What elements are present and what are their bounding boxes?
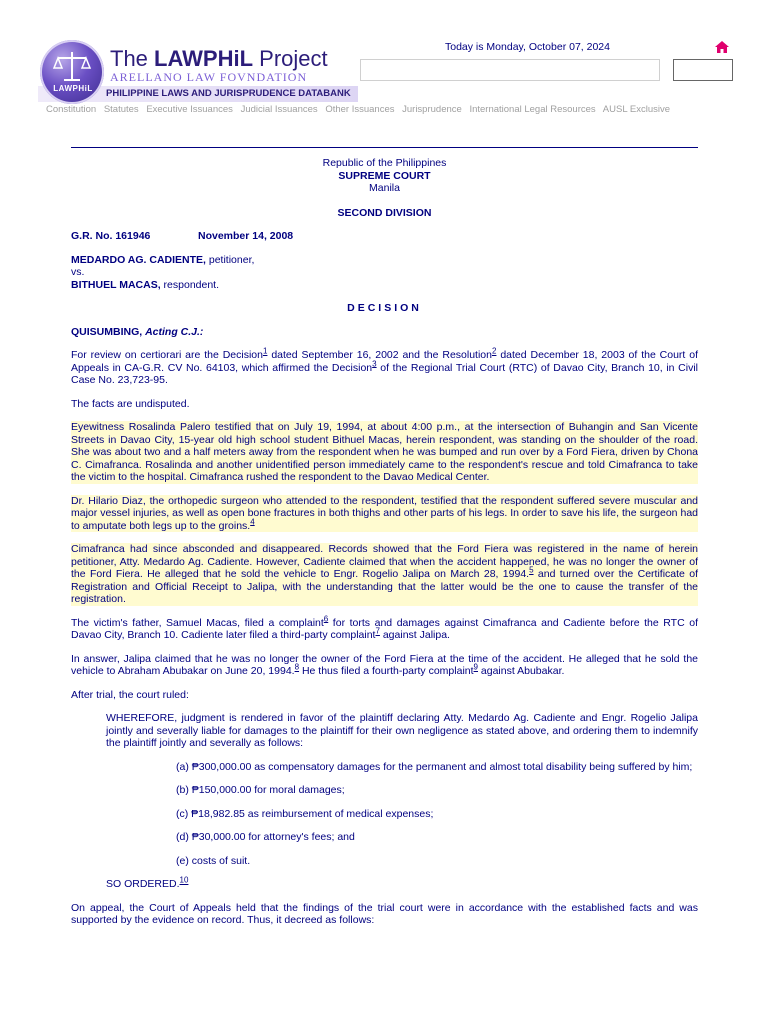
footnote-2-link[interactable]: 2 xyxy=(491,346,497,356)
nav-jurisprudence[interactable]: Jurisprudence xyxy=(402,104,462,115)
paragraph-3: Eyewitness Rosalinda Palero testified that on July 19, 1994, at about 4:00 p.m., at the intersection of Buhangin and San Vicente Streets in Davao City, 15-year old high school student Bithuel Macas, herein respondent, was standing on the shoulder of the road. She was about two and a half meters away from the respondent when he was bumped and run over by a Ford Fiera, driven by Chona C. Cimafranca. Rosalinda and another unidentified person immediately came to the respondent's rescue and told Cimafranca to take the victim to the hospital. Cimafranca rushed the respondent to the Davao Medical Center. xyxy=(71,421,698,483)
decision-document xyxy=(71,157,698,938)
footnote-7-link[interactable]: 7 xyxy=(375,626,380,636)
main-nav xyxy=(46,104,675,115)
nav-ausl-exclusive[interactable]: AUSL Exclusive xyxy=(602,104,671,115)
p6-text-c: against Jalipa. xyxy=(379,629,450,641)
paragraph-4 xyxy=(71,495,698,533)
p5-text-a: Cimafranca had since absconded and disappeared. Records showed that the Ford Fiera was registered in the name of herein petitioner, Atty. Medardo Ag. Cadiente. However, Cadiente claimed that when the accident happened, he was no longer the owner of the Ford Fiera. He alleged that he sold the vehicle to Engr. Rogelio Jalipa on March 28, 1994. xyxy=(71,543,698,580)
paragraph-2: The facts are undisputed. xyxy=(71,397,190,410)
respondent-name: BITHUEL MACAS, xyxy=(71,278,161,291)
search-button[interactable] xyxy=(673,59,733,81)
nav-international-legal-resources[interactable]: International Legal Resources xyxy=(469,104,596,115)
ponente-name: QUISUMBING, xyxy=(71,325,143,338)
p7-text-a: In answer, Jalipa claimed that he was no longer the owner of the Ford Fiera at the time of the accident. He alleged that he sold the vehicle to Abraham Abubakar on June 20, 1994. xyxy=(71,652,698,677)
paragraph-7 xyxy=(71,653,698,678)
nav-judicial-issuances[interactable]: Judicial Issuances xyxy=(240,104,318,115)
footnote-6-link[interactable]: 6 xyxy=(323,614,329,623)
ponente-line xyxy=(71,326,698,339)
p6-text-b: for torts and damages against Cimafranca and Cadiente before the RTC of Davao City, Branch 10. Cadiente later filed a third-party complaint xyxy=(71,616,698,641)
parties xyxy=(71,254,698,292)
nav-other-issuances[interactable]: Other Issuances xyxy=(325,104,395,115)
p7-text-b: He thus filed a fourth-party complaint xyxy=(299,665,474,677)
p6-text-a: The victim's father, Samuel Macas, filed a complaint xyxy=(71,616,324,629)
scales-of-justice-icon xyxy=(52,48,92,88)
title-suffix: Project xyxy=(253,46,328,71)
damages-item-a: (a) ₱300,000.00 as compensatory damages for the permanent and almost total disability being suffered by him; xyxy=(176,760,693,773)
division-heading: SECOND DIVISION xyxy=(337,206,432,219)
paragraph-1 xyxy=(71,346,698,387)
p1-text-b: dated September 16, 2002 and the Resolution xyxy=(267,349,492,361)
court-city: Manila xyxy=(369,182,400,194)
versus: vs. xyxy=(71,266,85,278)
quote-wherefore: WHEREFORE, judgment is rendered in favor of the plaintiff declaring Atty. Medardo Ag. Cadiente and Engr. Rogelio Jalipa jointly and severally liable for damages to the plaintiff for their own negligence as stated above, and ordering them to indemnify the plaintiff jointly and severally as follows: xyxy=(106,712,698,749)
logo-lawphil-text: LAWPHiL xyxy=(53,84,93,93)
search-input[interactable] xyxy=(360,59,660,81)
court-caption xyxy=(71,157,698,195)
footnote-4-link[interactable]: 4 xyxy=(250,517,255,526)
damages-item-e: (e) costs of suit. xyxy=(176,854,251,867)
p1-text-d: of the Regional Trial Court (RTC) of Davao City, Branch 10, in Civil Case No. 23,723-95. xyxy=(71,361,698,386)
case-date: November 14, 2008 xyxy=(198,230,294,242)
header-divider xyxy=(71,147,698,148)
republic-line: Republic of the Philippines xyxy=(322,157,447,169)
databank-label: PHILIPPINE LAWS AND JURISPRUDENCE DATABANK xyxy=(106,88,351,99)
footnote-9-link[interactable]: 9 xyxy=(473,662,478,672)
trial-court-ruling-quote xyxy=(106,712,698,891)
respondent-role: respondent. xyxy=(160,278,220,291)
p1-text-c: dated December 18, 2003 of the Court of Appeals in CA-G.R. CV No. 64103, which affirmed the Decision xyxy=(71,349,698,374)
site-header xyxy=(0,0,768,140)
court-name: SUPREME COURT xyxy=(338,169,431,182)
paragraph-6 xyxy=(71,614,698,642)
today-date: Today is Monday, October 07, 2024 xyxy=(445,41,610,53)
damages-item-c: (c) ₱18,982.85 as reimbursement of medical expenses; xyxy=(176,807,434,820)
footnote-5-link[interactable]: 5 xyxy=(529,565,534,575)
footnote-3-link[interactable]: 3 xyxy=(372,359,377,368)
petitioner-role: petitioner, xyxy=(205,253,255,266)
p7-text-c: against Abubakar. xyxy=(478,665,565,677)
footnote-8-link[interactable]: 8 xyxy=(294,662,300,672)
so-ordered-text: SO ORDERED. xyxy=(106,878,180,890)
title-brand: LAWPHiL xyxy=(154,46,254,71)
p5-text-b: and turned over the Certificate of Registration and Official Receipt to Jalipa, with the understanding that the latter would be the one to cause the transfer of the registration. xyxy=(71,568,698,605)
lawphil-logo-icon[interactable] xyxy=(40,40,104,104)
paragraph-9: On appeal, the Court of Appeals held that the findings of the trial court were in accordance with the established facts and was supported by the evidence on record. Thus, it decreed as follows: xyxy=(71,901,698,926)
site-subtitle: ARELLANO LAW FOVNDATION xyxy=(110,70,308,84)
ponente-role: Acting C.J.: xyxy=(145,325,204,338)
p1-text-a: For review on certiorari are the Decision xyxy=(71,349,263,361)
nav-constitution[interactable]: Constitution xyxy=(46,104,97,115)
case-number-line xyxy=(71,230,698,243)
nav-executive-issuances[interactable]: Executive Issuances xyxy=(146,104,233,115)
nav-statutes[interactable]: Statutes xyxy=(103,104,139,115)
footnote-1-link[interactable]: 1 xyxy=(262,346,268,356)
footnote-10-link[interactable]: 10 xyxy=(179,875,189,885)
damages-item-d: (d) ₱30,000.00 for attorney's fees; and xyxy=(176,831,355,843)
site-title[interactable] xyxy=(110,46,328,72)
home-icon[interactable] xyxy=(714,40,730,54)
decision-heading: DECISION xyxy=(347,302,422,314)
paragraph-8: After trial, the court ruled: xyxy=(71,688,189,701)
gr-number: G.R. No. 161946 xyxy=(71,230,151,242)
damages-item-b: (b) ₱150,000.00 for moral damages; xyxy=(176,784,345,796)
title-prefix: The xyxy=(110,46,155,71)
p4-text: Dr. Hilario Diaz, the orthopedic surgeon who attended to the respondent, testified that the respondent suffered severe muscular and major vessel injuries, as well as open bone fractures in both thighs and other parts of his legs. In order to save his life, the surgeon had to amputate both legs up to the groins. xyxy=(71,494,698,532)
so-ordered xyxy=(106,875,698,891)
petitioner-name: MEDARDO AG. CADIENTE, xyxy=(71,253,206,266)
paragraph-5 xyxy=(71,543,698,606)
